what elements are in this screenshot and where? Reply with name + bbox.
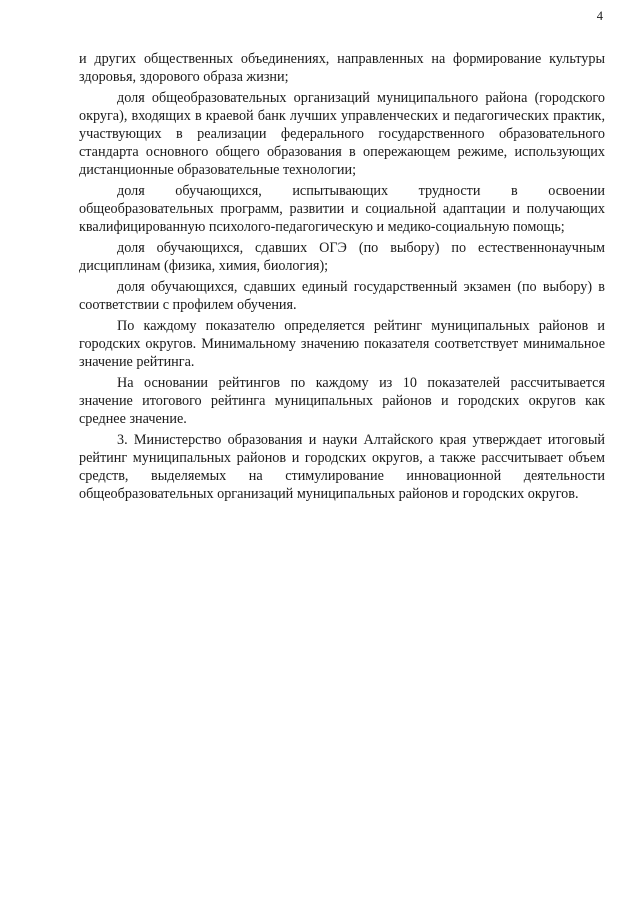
paragraph-rating-per-indicator: По каждому показателю определяется рейтинг муниципальных районов и городских округов. Минимальному значению показателя соответствует минимальное значение рейтинга.	[79, 318, 605, 370]
paragraph-learning-difficulties: доля обучающихся, испытывающих трудности в освоении общеобразовательных программ, развитии и социальной адаптации и получающих квалифицированную психолого-педагогическую и медико-социальную помощь;	[79, 183, 605, 235]
page-number: 4	[596, 9, 603, 23]
paragraph-ministry-approval: 3. Министерство образования и науки Алтайского края утверждает итоговый рейтинг муниципальных районов и городских округов, а также рассчитывает объем средств, выделяемых на стимулирование инновационной деятельности общеобразовательных организаций муниципальных районов и городских округов.	[79, 432, 605, 502]
paragraph-final-rating: На основании рейтингов по каждому из 10 показателей рассчитывается значение итогового рейтинга муниципальных районов и городских округов как среднее значение.	[79, 375, 605, 427]
document-body	[79, 50, 605, 506]
paragraph-ege-profile: доля обучающихся, сдавших единый государственный экзамен (по выбору) в соответствии с профилем обучения.	[79, 279, 605, 313]
paragraph-bank-of-practices: доля общеобразовательных организаций муниципального района (городского округа), входящих в краевой банк лучших управленческих и педагогических практик, участвующих в реализации федерального государственного образовательного стандарта основного общего образования в опережающем режиме, использующих дистанционные образовательные технологии;	[79, 90, 605, 178]
paragraph-oge-science: доля обучающихся, сдавших ОГЭ (по выбору) по естественнонаучным дисциплинам (физика, химия, биология);	[79, 240, 605, 274]
paragraph-continuation: и других общественных объединениях, направленных на формирование культуры здоровья, здорового образа жизни;	[79, 51, 605, 85]
